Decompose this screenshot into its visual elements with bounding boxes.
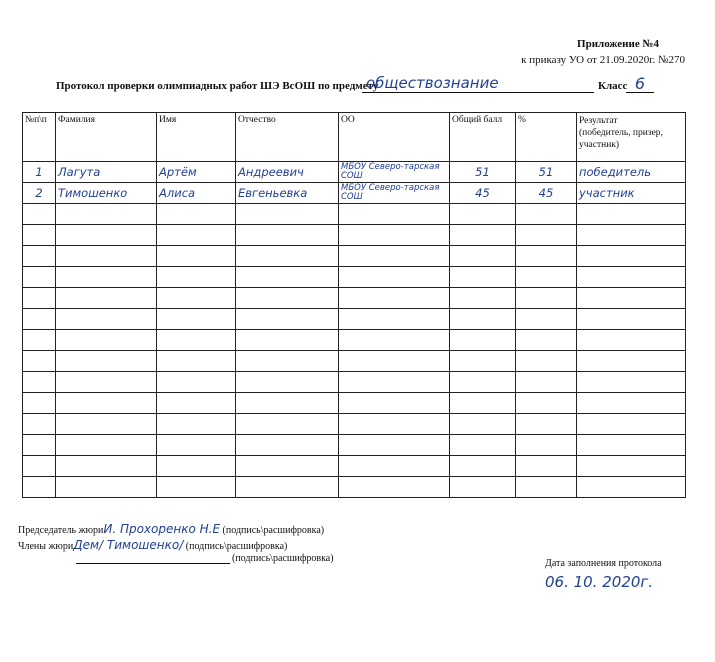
cell-empty	[339, 351, 450, 372]
cell-percent: 45	[516, 183, 577, 204]
table-header-row	[23, 113, 686, 162]
cell-empty	[56, 372, 157, 393]
table-row-empty	[23, 351, 686, 372]
cell-empty	[56, 288, 157, 309]
blank-signature-line	[76, 563, 230, 564]
cell-empty	[577, 225, 686, 246]
cell-empty	[157, 267, 236, 288]
table-row-empty	[23, 435, 686, 456]
cell-empty	[23, 414, 56, 435]
table-row-empty	[23, 267, 686, 288]
cell-empty	[577, 414, 686, 435]
cell-empty	[157, 393, 236, 414]
cell-empty	[236, 351, 339, 372]
cell-empty	[339, 456, 450, 477]
class-value: 6	[634, 74, 646, 93]
table-row-empty	[23, 372, 686, 393]
cell-empty	[56, 414, 157, 435]
cell-oo: МБОУ Северо-тарская СОШ	[339, 183, 450, 204]
table-row-empty	[23, 204, 686, 225]
appendix-order: к приказу УО от 21.09.2020г. №270	[521, 54, 685, 66]
cell-result: участник	[577, 183, 686, 204]
cell-empty	[516, 477, 577, 498]
cell-empty	[516, 204, 577, 225]
cell-score: 45	[450, 183, 516, 204]
cell-empty	[450, 372, 516, 393]
cell-empty	[23, 435, 56, 456]
table-row-empty	[23, 477, 686, 498]
cell-num: 1	[23, 162, 56, 183]
col-header-name: Имя	[157, 113, 236, 162]
cell-empty	[450, 246, 516, 267]
cell-surname: Тимошенко	[56, 183, 157, 204]
cell-empty	[23, 246, 56, 267]
members-signature: Дем/ Тимошенко/	[73, 538, 184, 552]
cell-empty	[236, 456, 339, 477]
cell-empty	[157, 204, 236, 225]
fill-date-label: Дата заполнения протокола	[545, 558, 662, 569]
cell-empty	[236, 225, 339, 246]
cell-empty	[56, 456, 157, 477]
cell-empty	[236, 414, 339, 435]
table-row-empty	[23, 225, 686, 246]
cell-empty	[23, 372, 56, 393]
cell-empty	[157, 435, 236, 456]
cell-empty	[516, 288, 577, 309]
cell-empty	[157, 330, 236, 351]
cell-empty	[56, 246, 157, 267]
cell-empty	[56, 393, 157, 414]
subject-field	[362, 74, 594, 93]
cell-empty	[450, 477, 516, 498]
cell-patronymic: Андреевич	[236, 162, 339, 183]
chair-note: (подпись\расшифровка)	[222, 525, 325, 536]
cell-empty	[516, 330, 577, 351]
cell-empty	[157, 225, 236, 246]
table-row	[23, 162, 686, 183]
cell-empty	[516, 225, 577, 246]
cell-empty	[157, 288, 236, 309]
cell-empty	[577, 435, 686, 456]
cell-result: победитель	[577, 162, 686, 183]
cell-empty	[157, 351, 236, 372]
members-line	[18, 538, 287, 552]
table-row-empty	[23, 330, 686, 351]
appendix-title: Приложение №4	[577, 38, 659, 50]
cell-empty	[23, 330, 56, 351]
cell-empty	[339, 477, 450, 498]
members-note: (подпись\расшифровка)	[185, 541, 288, 552]
results-table	[22, 112, 686, 498]
cell-empty	[339, 225, 450, 246]
cell-empty	[516, 267, 577, 288]
cell-empty	[236, 435, 339, 456]
cell-percent: 51	[516, 162, 577, 183]
cell-empty	[56, 351, 157, 372]
cell-empty	[23, 351, 56, 372]
cell-empty	[23, 204, 56, 225]
cell-empty	[339, 288, 450, 309]
col-header-num: №п\п	[23, 113, 56, 162]
table-row-empty	[23, 288, 686, 309]
cell-empty	[516, 456, 577, 477]
cell-empty	[236, 372, 339, 393]
cell-empty	[450, 225, 516, 246]
table-row-empty	[23, 456, 686, 477]
cell-empty	[56, 330, 157, 351]
cell-empty	[516, 393, 577, 414]
cell-oo: МБОУ Северо-тарская СОШ	[339, 162, 450, 183]
cell-name: Алиса	[157, 183, 236, 204]
cell-empty	[450, 351, 516, 372]
blank-note: (подпись\расшифровка)	[232, 553, 334, 564]
cell-empty	[236, 204, 339, 225]
cell-empty	[23, 267, 56, 288]
cell-empty	[577, 288, 686, 309]
table-row-empty	[23, 246, 686, 267]
col-header-result: Результат (победитель, призер, участник)	[577, 113, 686, 162]
cell-empty	[577, 456, 686, 477]
cell-empty	[577, 477, 686, 498]
subject-value: обществознание	[366, 74, 499, 92]
cell-empty	[339, 435, 450, 456]
cell-empty	[339, 204, 450, 225]
table-row	[23, 183, 686, 204]
class-field	[626, 74, 654, 93]
cell-empty	[339, 330, 450, 351]
cell-empty	[516, 351, 577, 372]
cell-empty	[450, 435, 516, 456]
cell-empty	[157, 456, 236, 477]
cell-empty	[56, 477, 157, 498]
cell-empty	[577, 246, 686, 267]
cell-empty	[339, 393, 450, 414]
cell-empty	[236, 477, 339, 498]
cell-empty	[516, 246, 577, 267]
cell-empty	[236, 288, 339, 309]
table-row-empty	[23, 309, 686, 330]
cell-num: 2	[23, 183, 56, 204]
cell-empty	[450, 456, 516, 477]
cell-empty	[577, 351, 686, 372]
col-header-patronymic: Отчество	[236, 113, 339, 162]
cell-empty	[56, 267, 157, 288]
chair-signature: И. Прохоренко Н.Е	[103, 522, 221, 536]
cell-empty	[339, 267, 450, 288]
cell-score: 51	[450, 162, 516, 183]
cell-empty	[339, 309, 450, 330]
col-header-percent: %	[516, 113, 577, 162]
cell-empty	[236, 330, 339, 351]
cell-empty	[157, 414, 236, 435]
cell-empty	[23, 309, 56, 330]
chair-label: Председатель жюри	[18, 525, 104, 536]
cell-empty	[23, 288, 56, 309]
table-row-empty	[23, 414, 686, 435]
cell-empty	[56, 204, 157, 225]
cell-empty	[236, 393, 339, 414]
class-label: Класс	[598, 80, 628, 92]
cell-empty	[450, 393, 516, 414]
cell-empty	[56, 309, 157, 330]
cell-empty	[339, 372, 450, 393]
col-header-score: Общий балл	[450, 113, 516, 162]
members-label: Члены жюри	[18, 541, 74, 552]
cell-empty	[577, 393, 686, 414]
cell-empty	[23, 456, 56, 477]
cell-empty	[516, 435, 577, 456]
cell-empty	[56, 435, 157, 456]
cell-empty	[339, 414, 450, 435]
cell-empty	[157, 477, 236, 498]
fill-date-value: 06. 10. 2020г.	[545, 573, 654, 591]
cell-empty	[157, 309, 236, 330]
table-row-empty	[23, 393, 686, 414]
cell-empty	[577, 372, 686, 393]
protocol-title: Протокол проверки олимпиадных работ ШЭ ВсОШ по предмету	[56, 80, 379, 92]
col-header-surname: Фамилия	[56, 113, 157, 162]
cell-name: Артём	[157, 162, 236, 183]
cell-empty	[236, 267, 339, 288]
cell-empty	[516, 414, 577, 435]
cell-empty	[339, 246, 450, 267]
cell-empty	[450, 309, 516, 330]
cell-empty	[450, 330, 516, 351]
cell-empty	[236, 309, 339, 330]
col-header-oo: ОО	[339, 113, 450, 162]
cell-empty	[157, 246, 236, 267]
cell-empty	[157, 372, 236, 393]
cell-empty	[577, 309, 686, 330]
cell-empty	[23, 393, 56, 414]
cell-empty	[450, 267, 516, 288]
cell-surname: Лагута	[56, 162, 157, 183]
cell-empty	[56, 225, 157, 246]
cell-empty	[236, 246, 339, 267]
cell-empty	[23, 225, 56, 246]
cell-patronymic: Евгеньевка	[236, 183, 339, 204]
cell-empty	[450, 204, 516, 225]
cell-empty	[450, 288, 516, 309]
cell-empty	[577, 204, 686, 225]
cell-empty	[516, 372, 577, 393]
cell-empty	[450, 414, 516, 435]
chair-line	[18, 522, 324, 536]
cell-empty	[23, 477, 56, 498]
cell-empty	[577, 267, 686, 288]
cell-empty	[577, 330, 686, 351]
cell-empty	[516, 309, 577, 330]
